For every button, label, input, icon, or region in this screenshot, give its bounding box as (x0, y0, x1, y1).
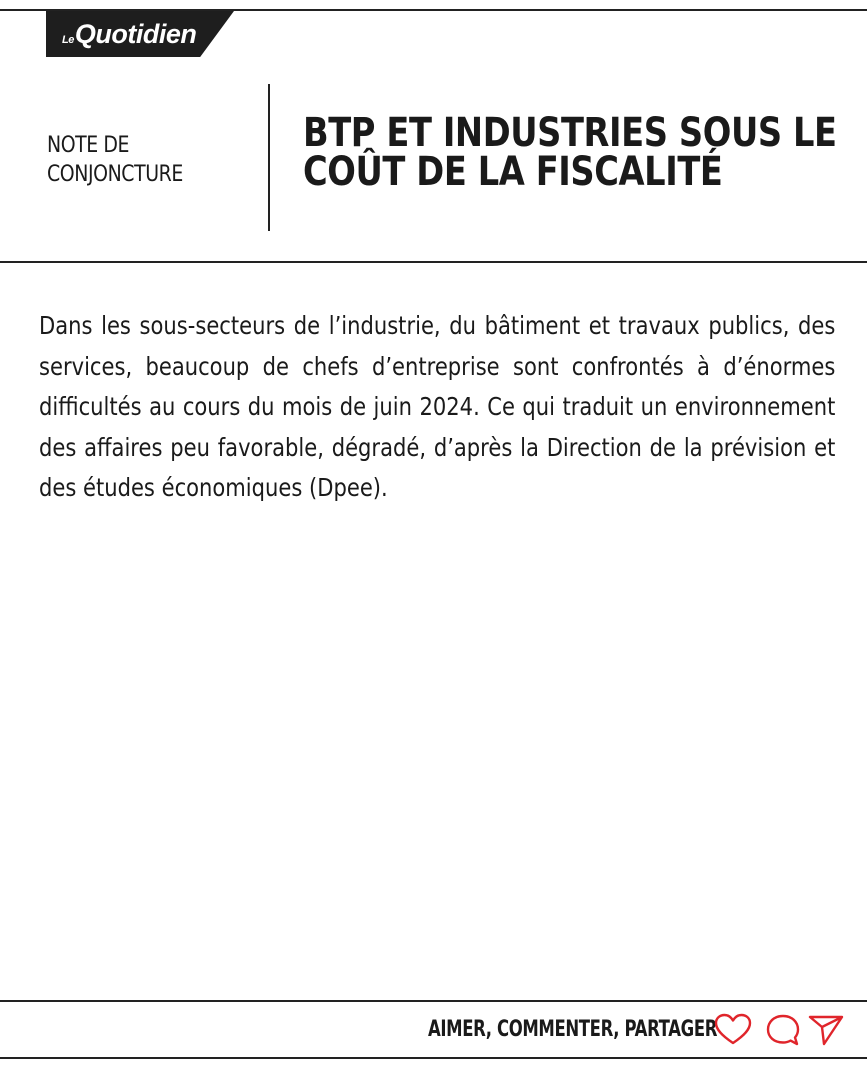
footer-top-rule (0, 1000, 867, 1002)
share-icon[interactable] (806, 1012, 846, 1048)
section-label (47, 131, 219, 189)
footer-bottom-rule (0, 1057, 867, 1059)
article-headline: BTP ET INDUSTRIES SOUS LE COÛT DE LA FISCALITÉ (303, 110, 837, 195)
comment-icon[interactable] (763, 1012, 803, 1048)
logo-name: Quotidien (74, 19, 197, 49)
heart-icon[interactable] (713, 1012, 753, 1048)
footer-call-to-action: AIMER, COMMENTER, PARTAGER (428, 1017, 718, 1042)
article-body: Dans les sous-secteurs de l’industrie, du bâtiment et travaux publics, des services, beaucoup de chefs d’entreprise sont confrontés à d’énormes difficultés au cours du mois de juin 2024. Ce qui traduit un environnement des affaires peu favorable, dégradé, d’après la Direction de la prévision et des études économiques (Dpee). (39, 311, 836, 502)
masthead-logo[interactable] (62, 14, 196, 54)
section-label-line2: CONJONCTURE (47, 162, 183, 187)
top-rule (0, 9, 867, 11)
section-label-line1: NOTE DE (47, 133, 130, 158)
header-divider (268, 84, 270, 231)
logo-prefix: Le (62, 34, 74, 46)
header-bottom-rule (0, 261, 867, 263)
